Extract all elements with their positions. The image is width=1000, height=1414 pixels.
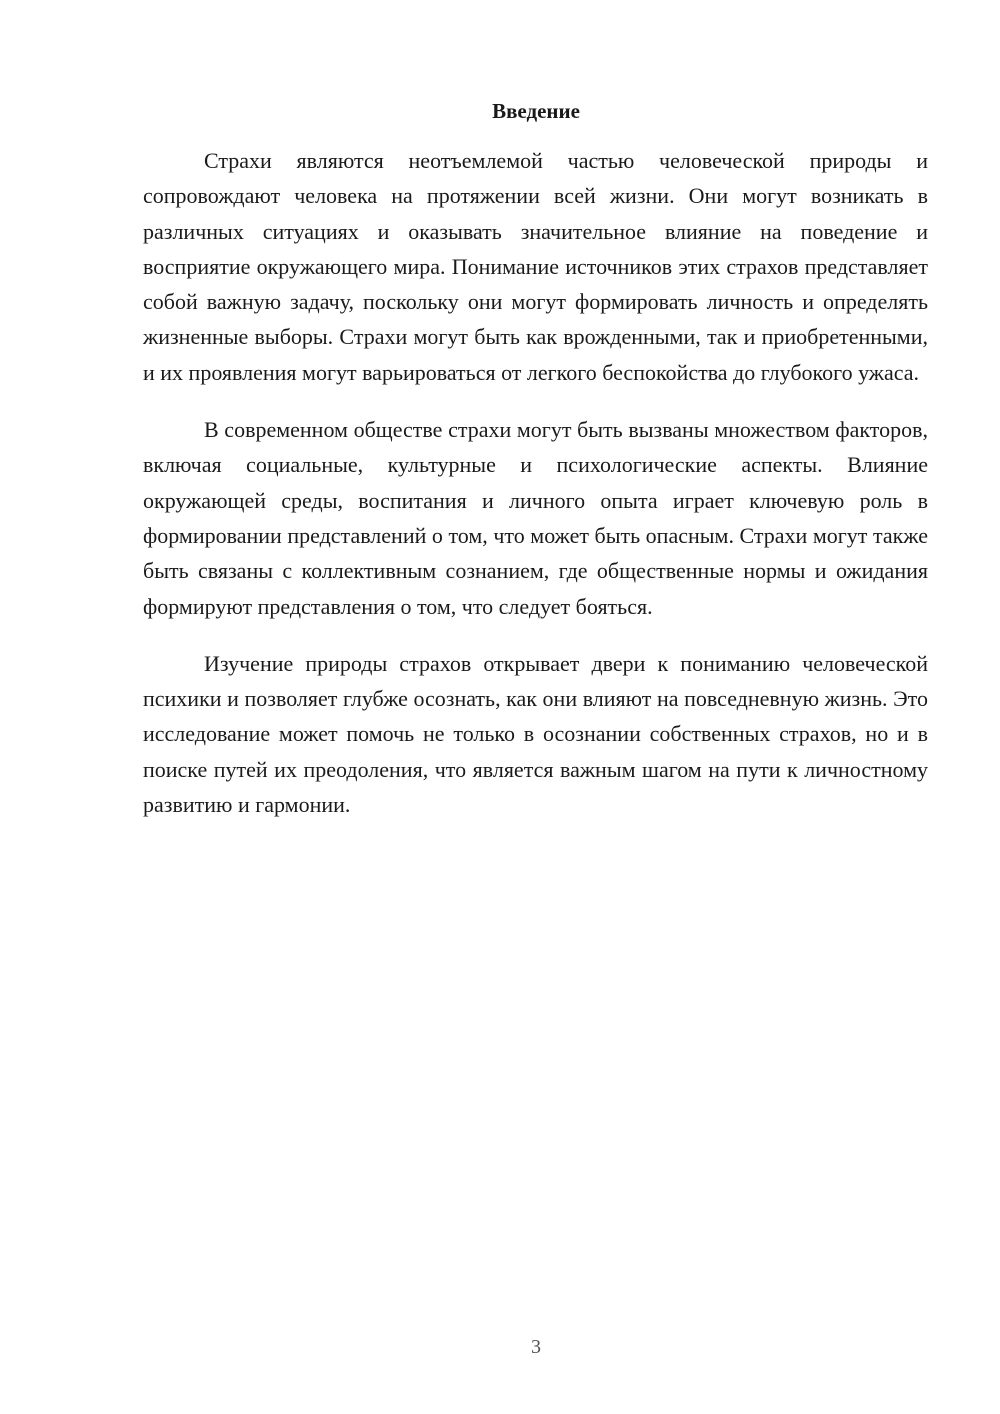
paragraph-1: Страхи являются неотъемлемой частью человеческой природы и сопровождают человека на протяжении всей жизни. Они могут возникать в различных ситуациях и оказывать значительное влияние на поведение и восприятие окружающего мира. Понимание источников этих страхов представляет собой важную задачу, поскольку они могут формировать личность и определять жизненные выборы. Страхи могут быть как врожденными, так и приобретенными, и их проявления могут варьироваться от легкого беспокойства до глубокого ужаса. [143, 148, 928, 385]
paragraph-3: Изучение природы страхов открывает двери к пониманию человеческой психики и позволяет глубже осознать, как они влияют на повседневную жизнь. Это исследование может помочь не только в осознании собственных страхов, но и в поиске путей их преодоления, что является важным шагом на пути к личностному развитию и гармонии. [143, 650, 928, 818]
body-text [143, 143, 928, 844]
paragraph-2: В современном обществе страхи могут быть вызваны множеством факторов, включая социальные, культурные и психологические аспекты. Влияние окружающей среды, воспитания и личного опыта играет ключевую роль в формировании представлений о том, что может быть опасным. Страхи могут также быть связаны с коллективным сознанием, где общественные нормы и ожидания формируют представления о том, что следует бояться. [143, 417, 928, 619]
section-heading: Введение [492, 99, 580, 123]
page-number: 3 [531, 1336, 541, 1358]
